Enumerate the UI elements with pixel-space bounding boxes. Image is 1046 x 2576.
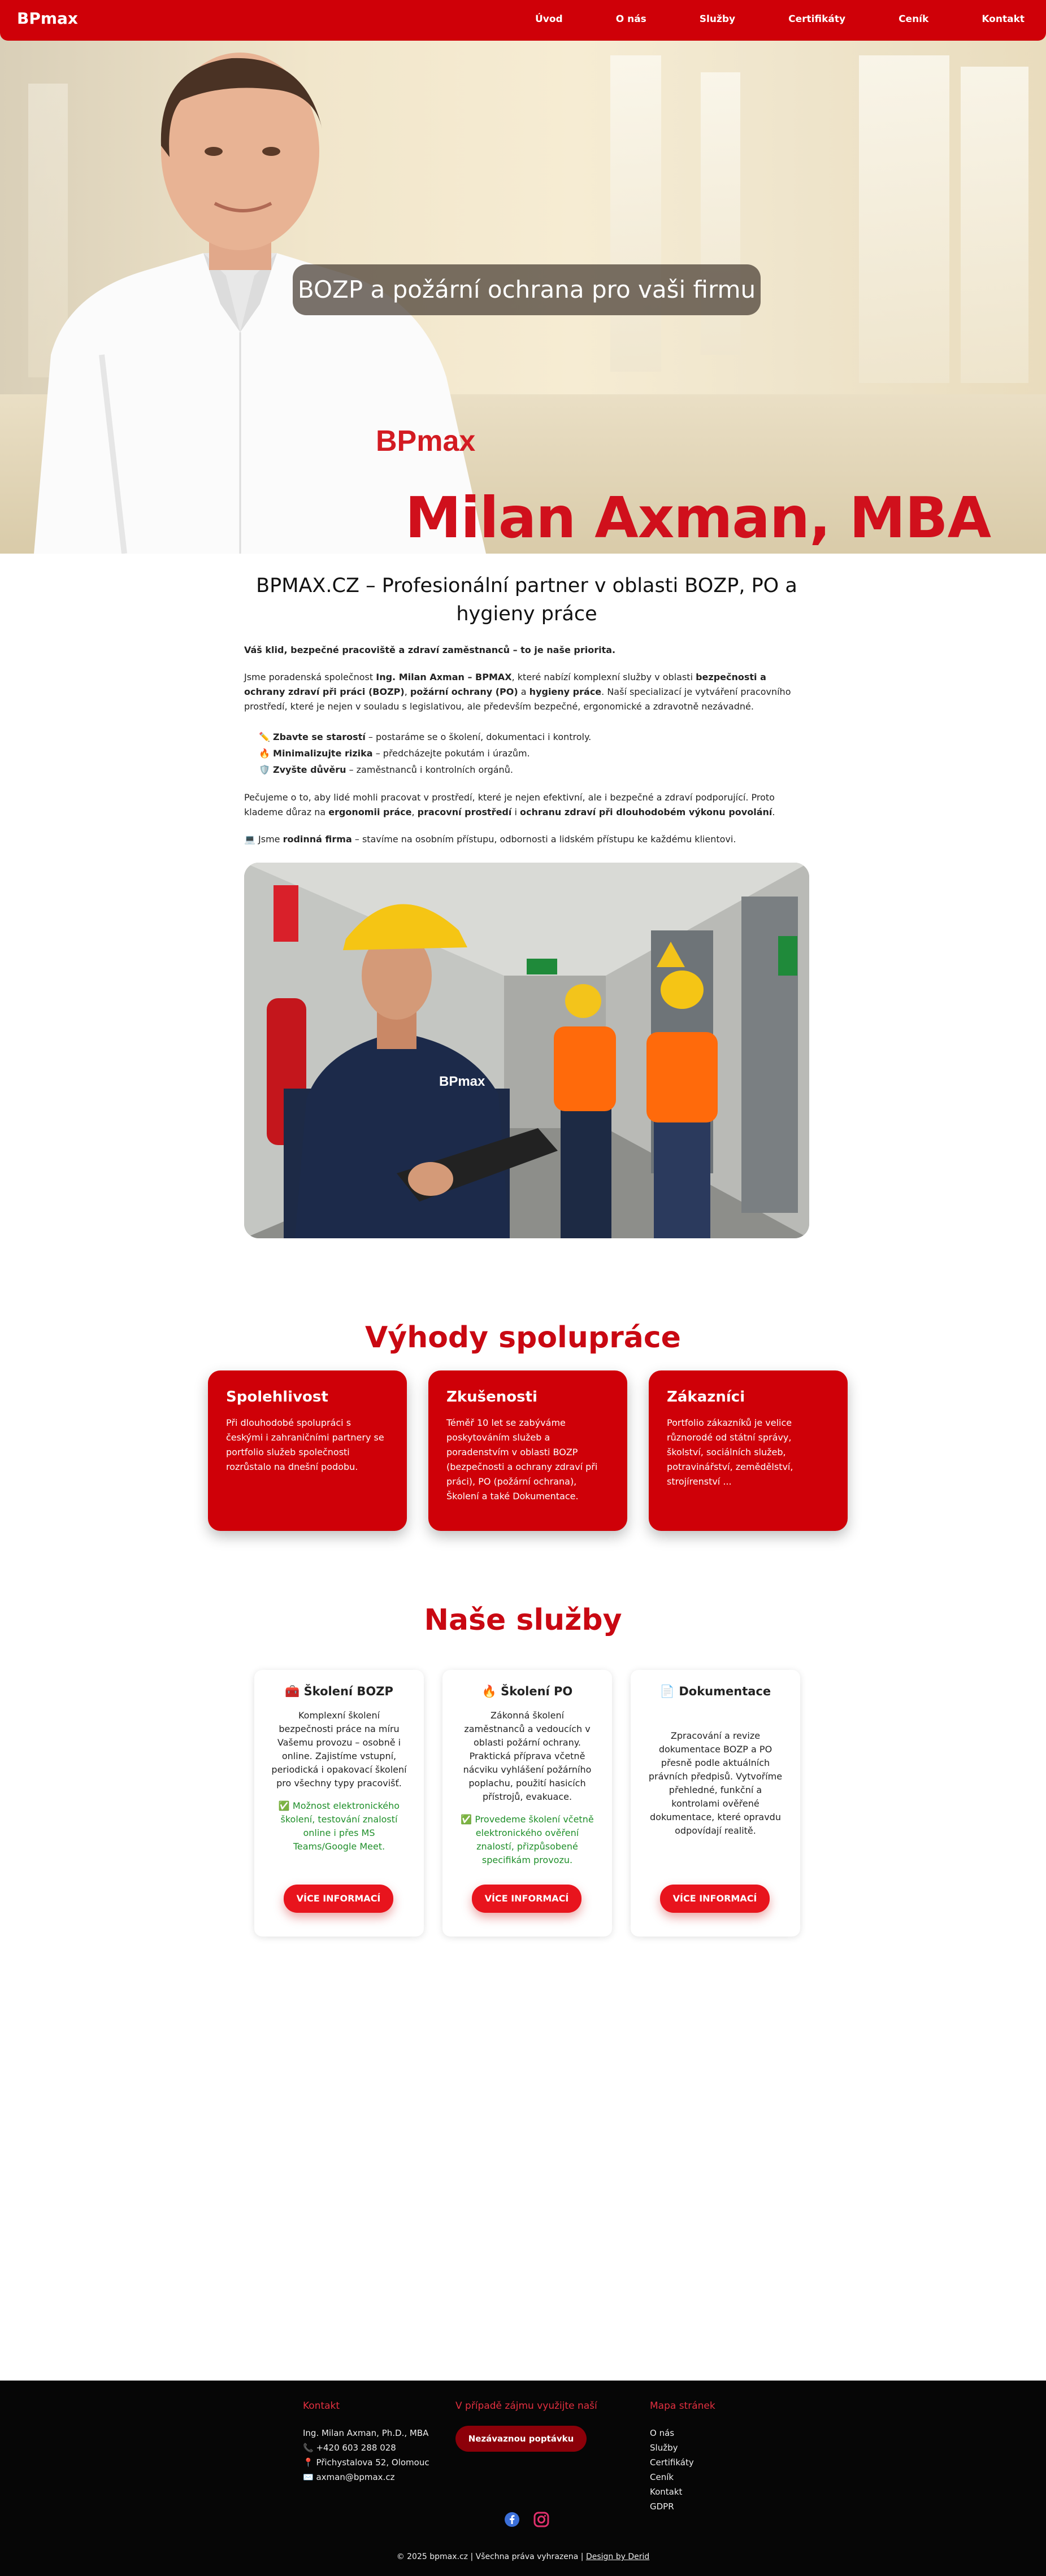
- top-navbar: [0, 0, 1046, 41]
- benefit-card-text: Téměř 10 let se zabýváme poskytováním služeb a poradenstvím v oblasti BOZP (bezpečnosti a ochrany zdraví při práci), PO (požární ochrana), Školení a také Dokumentace.: [446, 1417, 598, 1502]
- service-card-title: 🔥 Školení PO: [481, 1685, 573, 1698]
- footer-sitemap-title: Mapa stránek: [650, 2400, 715, 2412]
- social-links: [504, 2512, 549, 2527]
- sitemap-link-kontakt[interactable]: Kontakt: [650, 2487, 683, 2497]
- benefit-card-title: Spolehlivost: [226, 1389, 328, 1406]
- toolbox-icon: 🧰: [285, 1685, 300, 1698]
- hero-caption: BOZP a požární ochrana pro vaši firmu: [293, 264, 761, 315]
- photo-shirt-logo: BPmax: [439, 1074, 485, 1089]
- service-card-text: Zákonná školení zaměstnanců a vedoucích v oblasti požární ochrany. Praktická příprava včetně nácviku vyhlášení požárního poplachu, použití hasicích přístrojů, evakuace.: [463, 1710, 592, 1802]
- more-info-button[interactable]: VÍCE INFORMACÍ: [284, 1885, 393, 1913]
- intro-paragraph-3: 💻 Jsme rodinná firma – stavíme na osobním přístupu, odbornosti a lidském přístupu ke každému klientovi.: [244, 834, 736, 845]
- intro-title: BPMAX.CZ – Profesionální partner v oblasti BOZP, PO a hygieny práce: [256, 575, 797, 625]
- facebook-icon[interactable]: [504, 2512, 520, 2527]
- sitemap-link-o-nas[interactable]: O nás: [650, 2428, 675, 2438]
- fire-icon: 🔥: [481, 1685, 497, 1698]
- nav-link-cenik[interactable]: Ceník: [899, 14, 929, 25]
- laptop-icon: 💻: [244, 834, 255, 845]
- benefit-card-title: Zkušenosti: [446, 1389, 537, 1406]
- list-item: ✏️ Zbavte se starostí – postaráme se o školení, dokumentaci i kontroly.: [259, 732, 592, 742]
- service-card-highlight: ✅ Provedeme školení včetně elektronického ověření znalostí, přizpůsobené specifikám provozu.: [461, 1814, 594, 1865]
- benefit-card-zakaznici: [649, 1370, 848, 1531]
- list-item: 🛡️ Zvyšte důvěru – zaměstnanců i kontrolních orgánů.: [259, 764, 513, 775]
- more-info-button[interactable]: VÍCE INFORMACÍ: [472, 1885, 581, 1913]
- safety-inspection-photo: [244, 863, 809, 1238]
- benefit-card-text: Portfolio zákazníků je velice různorodé od státní správy, školství, sociálních služeb, potravinářství, zemědělství, strojírenství ...: [667, 1417, 793, 1487]
- benefit-card-text: Při dlouhodobé spolupráci s českými i zahraničními partnery se portfolio služeb společnosti rozrůstalo na dnešní podobu.: [226, 1417, 384, 1472]
- benefits-title: Výhody spolupráce: [365, 1321, 681, 1355]
- site-logo[interactable]: BPmax: [17, 9, 78, 28]
- hero-shirt-logo: BPmax: [376, 425, 476, 458]
- intro-benefit-list: [259, 729, 809, 778]
- list-item: 🔥 Minimalizujte rizika – předcházejte pokutám i úrazům.: [259, 748, 530, 759]
- service-card-skoleni-po: [442, 1670, 612, 1937]
- designer-link[interactable]: Design by Derid: [585, 2552, 650, 2561]
- service-card-text: Zpracování a revize dokumentace BOZP a PO přesně podle aktuálních právních předpisů. Vytvoříme přehledné, funkční a kontrolami ověřené dokumentace, které opravdu odpovídají realitě.: [648, 1730, 783, 1836]
- document-icon: 📄: [659, 1685, 675, 1698]
- hero-section: [0, 33, 1046, 554]
- service-card-text: Komplexní školení bezpečnosti práce na míru Vašemu provozu – osobně i online. Zajistíme vstupní, periodická i opakovací školení pro všechny typy pracovišť.: [271, 1710, 407, 1789]
- footer-contact-name: Ing. Milan Axman, Ph.D., MBA: [303, 2428, 429, 2438]
- more-info-button[interactable]: VÍCE INFORMACÍ: [660, 1885, 770, 1913]
- benefit-card-spolehlivost: [208, 1370, 407, 1531]
- benefit-card-title: Zákazníci: [667, 1389, 745, 1406]
- sitemap-link-certifikaty[interactable]: Certifikáty: [650, 2457, 694, 2468]
- fire-icon: 🔥: [259, 748, 270, 759]
- nav-link-o-nas[interactable]: O nás: [615, 14, 646, 25]
- nav-link-uvod[interactable]: Úvod: [535, 14, 563, 25]
- sitemap-link-cenik[interactable]: Ceník: [650, 2472, 674, 2482]
- inquiry-button[interactable]: Nezávaznou poptávku: [455, 2426, 587, 2452]
- sitemap-link-sluzby[interactable]: Služby: [650, 2443, 678, 2453]
- benefit-card-zkusenosti: [428, 1370, 627, 1531]
- hero-window-3: [859, 55, 949, 383]
- intro-lead: Váš klid, bezpečné pracoviště a zdraví zaměstnanců – to je naše priorita.: [244, 645, 616, 655]
- service-card-highlight: ✅ Možnost elektronického školení, testování znalostí online i přes MS Teams/Google Meet.: [278, 1800, 400, 1852]
- main-menu: [482, 14, 1025, 25]
- footer-contact-title: Kontakt: [303, 2400, 340, 2412]
- pencil-icon: ✏️: [259, 732, 270, 742]
- hero-name: Milan Axman, MBA: [405, 485, 991, 551]
- service-card-dokumentace: [631, 1670, 800, 1937]
- hero-window-1: [610, 55, 661, 372]
- footer-email[interactable]: ✉️ axman@bpmax.cz: [303, 2472, 395, 2482]
- footer-contact: [303, 2399, 429, 2484]
- service-card-title: 🧰 Školení BOZP: [285, 1685, 393, 1698]
- intro-paragraph-2: Pečujeme o to, aby lidé mohli pracovat v prostředí, které je nejen efektivní, ale i bezpečné a zdraví podporující. Proto klademe důraz na ergonomii práce, pracovní prostředí i ochranu zdraví při dlouhodobém výkonu povolání.: [244, 792, 775, 817]
- footer-address: 📍 Přichystalova 52, Olomouc: [303, 2457, 429, 2468]
- instagram-icon[interactable]: [533, 2512, 549, 2527]
- service-card-title: 📄 Dokumentace: [659, 1685, 771, 1698]
- site-footer: [0, 2381, 1046, 2576]
- footer-copyright: © 2025 bpmax.cz | Všechna práva vyhrazena | Design by Derid: [396, 2552, 650, 2561]
- nav-link-certifikaty[interactable]: Certifikáty: [788, 14, 846, 25]
- service-card-skoleni-bozp: [254, 1670, 424, 1937]
- shield-icon: 🛡️: [259, 764, 270, 775]
- nav-link-kontakt[interactable]: Kontakt: [982, 14, 1025, 25]
- footer-sitemap: [650, 2399, 715, 2514]
- footer-phone[interactable]: 📞 +420 603 288 028: [303, 2443, 396, 2453]
- footer-inquiry: [455, 2399, 597, 2452]
- footer-inquiry-title: V případě zájmu využijte naší: [455, 2400, 597, 2412]
- hero-window-4: [961, 67, 1028, 383]
- nav-link-sluzby[interactable]: Služby: [699, 14, 736, 25]
- sitemap-link-gdpr[interactable]: GDPR: [650, 2501, 674, 2512]
- intro-section: [244, 572, 809, 847]
- intro-paragraph-1: Jsme poradenská společnost Ing. Milan Axman – BPMAX, které nabízí komplexní služby v oblasti bezpečnosti a ochrany zdraví při práci (BOZP), požární ochrany (PO) a hygieny práce. Naší specializací je vytváření pracovního prostředí, které je nejen v souladu s legislativou, ale především bezpečné, ergonomické a zdravotně nezávadné.: [244, 672, 791, 712]
- services-title: Naše služby: [424, 1603, 622, 1637]
